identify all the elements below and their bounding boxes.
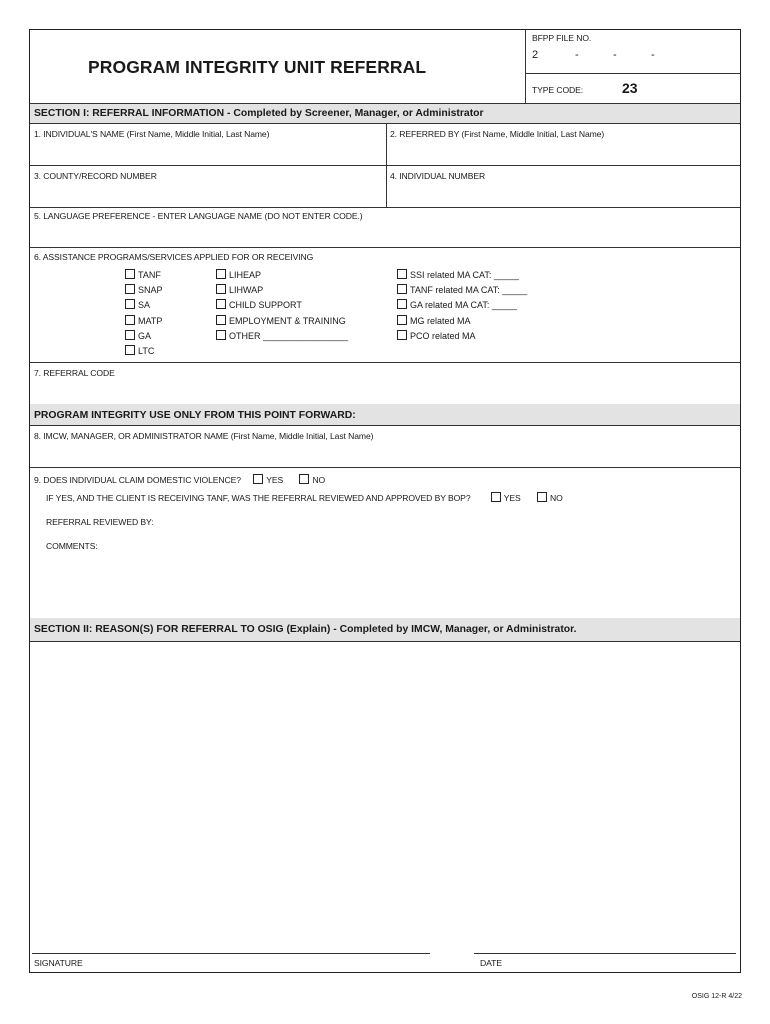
checkbox-tanf[interactable]	[125, 269, 135, 279]
program-label: LTC	[138, 346, 155, 356]
program-label: SNAP	[138, 285, 163, 295]
type-code-value: 23	[622, 80, 638, 96]
checkbox-employment-training[interactable]	[216, 315, 226, 325]
program-pco-ma[interactable]	[397, 330, 476, 341]
header-divider	[525, 30, 526, 103]
bop-review-question	[46, 492, 563, 503]
bop-yes-label: YES	[503, 493, 521, 503]
referral-reviewed-by-field[interactable]: REFERRAL REVIEWED BY:	[46, 517, 154, 527]
program-snap[interactable]	[125, 284, 163, 295]
referred-by-field[interactable]: 2. REFERRED BY (First Name, Middle Initial, Last Name)	[390, 129, 605, 139]
dv-yes-checkbox[interactable]	[253, 474, 263, 484]
checkbox-pco-ma[interactable]	[397, 330, 407, 340]
program-label: TANF	[138, 270, 161, 280]
language-preference-field[interactable]: 5. LANGUAGE PREFERENCE - ENTER LANGUAGE NAME (DO NOT ENTER CODE.)	[34, 211, 363, 221]
checkbox-snap[interactable]	[125, 284, 135, 294]
rule	[30, 165, 740, 166]
program-label: SA	[138, 300, 151, 310]
imcw-name-field[interactable]: 8. IMCW, MANAGER, OR ADMINISTRATOR NAME (First Name, Middle Initial, Last Name)	[34, 431, 374, 441]
checkbox-child-support[interactable]	[216, 299, 226, 309]
file-no-divider	[525, 73, 740, 74]
file-no-dash-1: -	[575, 49, 579, 61]
program-matp[interactable]	[125, 315, 162, 326]
program-tanf[interactable]	[125, 269, 161, 280]
program-label: GA related MA CAT: _____	[410, 300, 517, 310]
checkbox-mg-ma[interactable]	[397, 315, 407, 325]
program-employment-training[interactable]	[216, 315, 346, 326]
assistance-programs-label: 6. ASSISTANCE PROGRAMS/SERVICES APPLIED FOR OR RECEIVING	[34, 252, 314, 262]
program-lihwap[interactable]	[216, 284, 263, 295]
checkbox-sa[interactable]	[125, 299, 135, 309]
dv-yes-label: YES	[266, 475, 284, 485]
program-ssi-ma[interactable]	[397, 269, 519, 280]
checkbox-matp[interactable]	[125, 315, 135, 325]
rule	[30, 425, 740, 426]
file-no-label: BFPP FILE NO.	[532, 33, 592, 43]
checkbox-ga[interactable]	[125, 330, 135, 340]
program-label: GA	[138, 331, 152, 341]
checkbox-tanf-ma[interactable]	[397, 284, 407, 294]
program-ga-ma[interactable]	[397, 299, 517, 310]
rule	[30, 123, 740, 124]
county-record-field[interactable]: 3. COUNTY/RECORD NUMBER	[34, 171, 157, 181]
dv-no-checkbox[interactable]	[299, 474, 309, 484]
program-label: EMPLOYMENT & TRAINING	[229, 316, 346, 326]
section2-heading: SECTION II: REASON(S) FOR REFERRAL TO OSIG (Explain) - Completed by IMCW, Manager, or Administrator.	[34, 624, 577, 635]
checkbox-lihwap[interactable]	[216, 284, 226, 294]
program-label: LIHWAP	[229, 285, 264, 295]
checkbox-liheap[interactable]	[216, 269, 226, 279]
program-mg-ma[interactable]	[397, 315, 471, 326]
section1-heading: SECTION I: REFERRAL INFORMATION - Completed by Screener, Manager, or Administrator	[34, 108, 484, 119]
file-no-prefix[interactable]: 2	[532, 49, 539, 61]
rule	[30, 247, 740, 248]
program-sa[interactable]	[125, 299, 150, 310]
checkbox-ltc[interactable]	[125, 345, 135, 355]
program-label: PCO related MA	[410, 331, 476, 341]
bop-question-text: IF YES, AND THE CLIENT IS RECEIVING TANF, WAS THE REFERRAL REVIEWED AND APPROVED BY BOP?	[46, 493, 471, 503]
rule	[30, 103, 740, 104]
program-label: OTHER _________________	[229, 331, 349, 341]
program-label: CHILD SUPPORT	[229, 300, 302, 310]
checkbox-ga-ma[interactable]	[397, 299, 407, 309]
program-label: TANF related MA CAT: _____	[410, 285, 528, 295]
rule	[30, 362, 740, 363]
individual-name-field[interactable]: 1. INDIVIDUAL'S NAME (First Name, Middle Initial, Last Name)	[34, 129, 270, 139]
bop-no-checkbox[interactable]	[537, 492, 547, 502]
referral-form	[29, 29, 741, 973]
comments-field[interactable]: COMMENTS:	[46, 541, 98, 551]
dv-question-text: 9. DOES INDIVIDUAL CLAIM DOMESTIC VIOLENCE?	[34, 475, 241, 485]
date-line	[474, 953, 736, 954]
program-label: SSI related MA CAT: _____	[410, 270, 519, 280]
form-code: OSIG 12-R 4/22	[691, 993, 742, 1000]
signature-line	[32, 953, 430, 954]
program-tanf-ma[interactable]	[397, 284, 527, 295]
program-ltc[interactable]	[125, 345, 154, 356]
reason-explanation-area[interactable]	[30, 642, 740, 950]
rule	[30, 207, 740, 208]
program-label: MATP	[138, 316, 163, 326]
referral-code-field[interactable]: 7. REFERRAL CODE	[34, 368, 115, 378]
program-liheap[interactable]	[216, 269, 261, 280]
file-no-dash-2: -	[613, 49, 617, 61]
pi-heading: PROGRAM INTEGRITY USE ONLY FROM THIS POINT FORWARD:	[34, 410, 356, 421]
program-child-support[interactable]	[216, 299, 302, 310]
bop-no-label: NO	[550, 493, 563, 503]
bop-yes-checkbox[interactable]	[491, 492, 501, 502]
dv-no-label: NO	[312, 475, 326, 485]
individual-number-field[interactable]: 4. INDIVIDUAL NUMBER	[390, 171, 486, 181]
program-label: MG related MA	[410, 316, 471, 326]
checkbox-other[interactable]	[216, 330, 226, 340]
signature-field[interactable]: SIGNATURE	[34, 958, 83, 968]
checkbox-ssi-ma[interactable]	[397, 269, 407, 279]
rule	[30, 467, 740, 468]
program-other[interactable]	[216, 330, 348, 341]
form-title: PROGRAM INTEGRITY UNIT REFERRAL	[88, 57, 427, 77]
program-label: LIHEAP	[229, 270, 262, 280]
domestic-violence-question	[34, 474, 325, 485]
date-field[interactable]: DATE	[480, 958, 502, 968]
program-ga[interactable]	[125, 330, 151, 341]
file-no-dash-3: -	[651, 49, 655, 61]
type-code-label: TYPE CODE:	[532, 85, 584, 95]
